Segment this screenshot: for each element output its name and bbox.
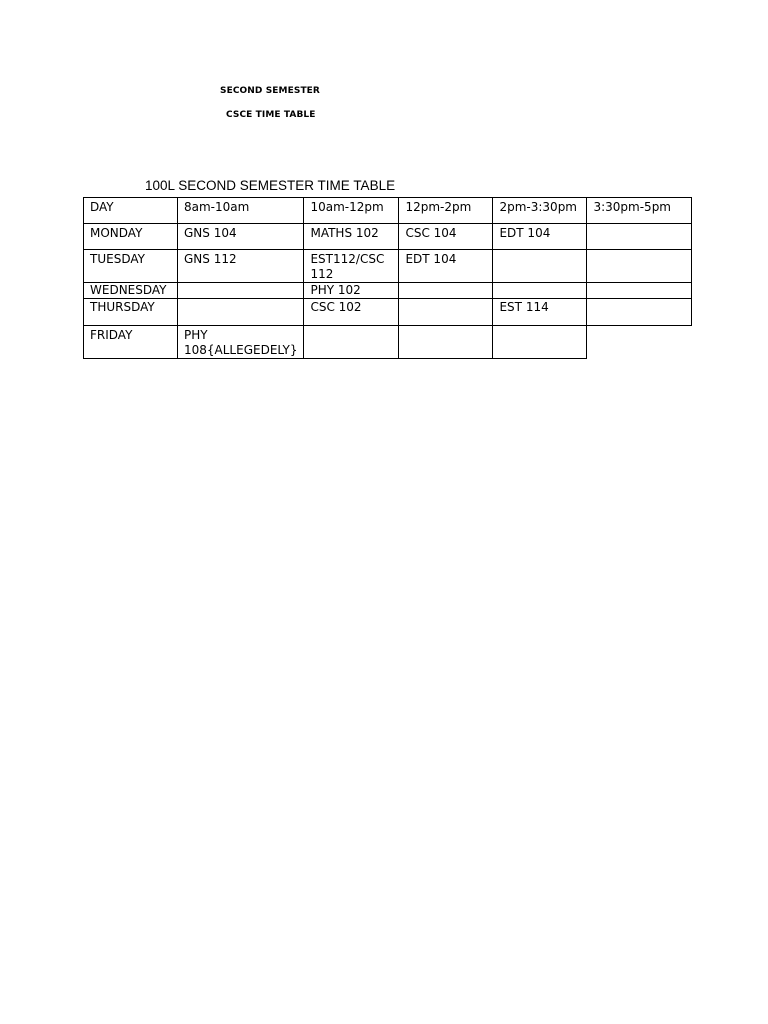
timetable-cell	[178, 283, 304, 299]
timetable-cell: MATHS 102	[304, 224, 399, 250]
timetable-cell	[399, 326, 493, 359]
timetable-cell: EST 114	[493, 299, 587, 326]
timetable-cell	[587, 250, 692, 283]
timetable-cell	[493, 283, 587, 299]
timetable-cell	[399, 283, 493, 299]
header-cell: 3:30pm-5pm	[587, 198, 692, 224]
timetable-cell	[587, 283, 692, 299]
day-cell: WEDNESDAY	[84, 283, 178, 299]
timetable-cell	[304, 326, 399, 359]
timetable-cell: CSC 102	[304, 299, 399, 326]
header-cell: DAY	[84, 198, 178, 224]
timetable	[83, 197, 692, 359]
timetable-cell	[399, 299, 493, 326]
document-heading: SECOND SEMESTER	[220, 86, 320, 96]
timetable-cell: CSC 104	[399, 224, 493, 250]
day-cell: TUESDAY	[84, 250, 178, 283]
timetable-cell	[587, 224, 692, 250]
header-cell: 10am-12pm	[304, 198, 399, 224]
timetable-cell	[493, 250, 587, 283]
timetable-cell: EDT 104	[493, 224, 587, 250]
timetable-row	[84, 224, 692, 250]
timetable-cell: PHY 102	[304, 283, 399, 299]
timetable-cell: PHY 108{ALLEGEDELY}	[178, 326, 304, 359]
day-cell: MONDAY	[84, 224, 178, 250]
timetable-cell	[587, 299, 692, 326]
timetable-cell: GNS 112	[178, 250, 304, 283]
header-cell: 12pm-2pm	[399, 198, 493, 224]
header-cell: 2pm-3:30pm	[493, 198, 587, 224]
timetable-cell: EDT 104	[399, 250, 493, 283]
header-cell: 8am-10am	[178, 198, 304, 224]
timetable-cell: EST112/CSC 112	[304, 250, 399, 283]
timetable-title: 100L SECOND SEMESTER TIME TABLE	[145, 178, 396, 193]
day-cell: FRIDAY	[84, 326, 178, 359]
timetable-header-row	[84, 198, 692, 224]
timetable-row	[84, 326, 692, 359]
document-subheading: CSCE TIME TABLE	[226, 110, 316, 120]
timetable-cell-empty	[587, 326, 692, 359]
timetable-cell	[493, 326, 587, 359]
timetable-cell: GNS 104	[178, 224, 304, 250]
timetable-row	[84, 283, 692, 299]
timetable-row	[84, 250, 692, 283]
timetable-row	[84, 299, 692, 326]
day-cell: THURSDAY	[84, 299, 178, 326]
timetable-cell	[178, 299, 304, 326]
